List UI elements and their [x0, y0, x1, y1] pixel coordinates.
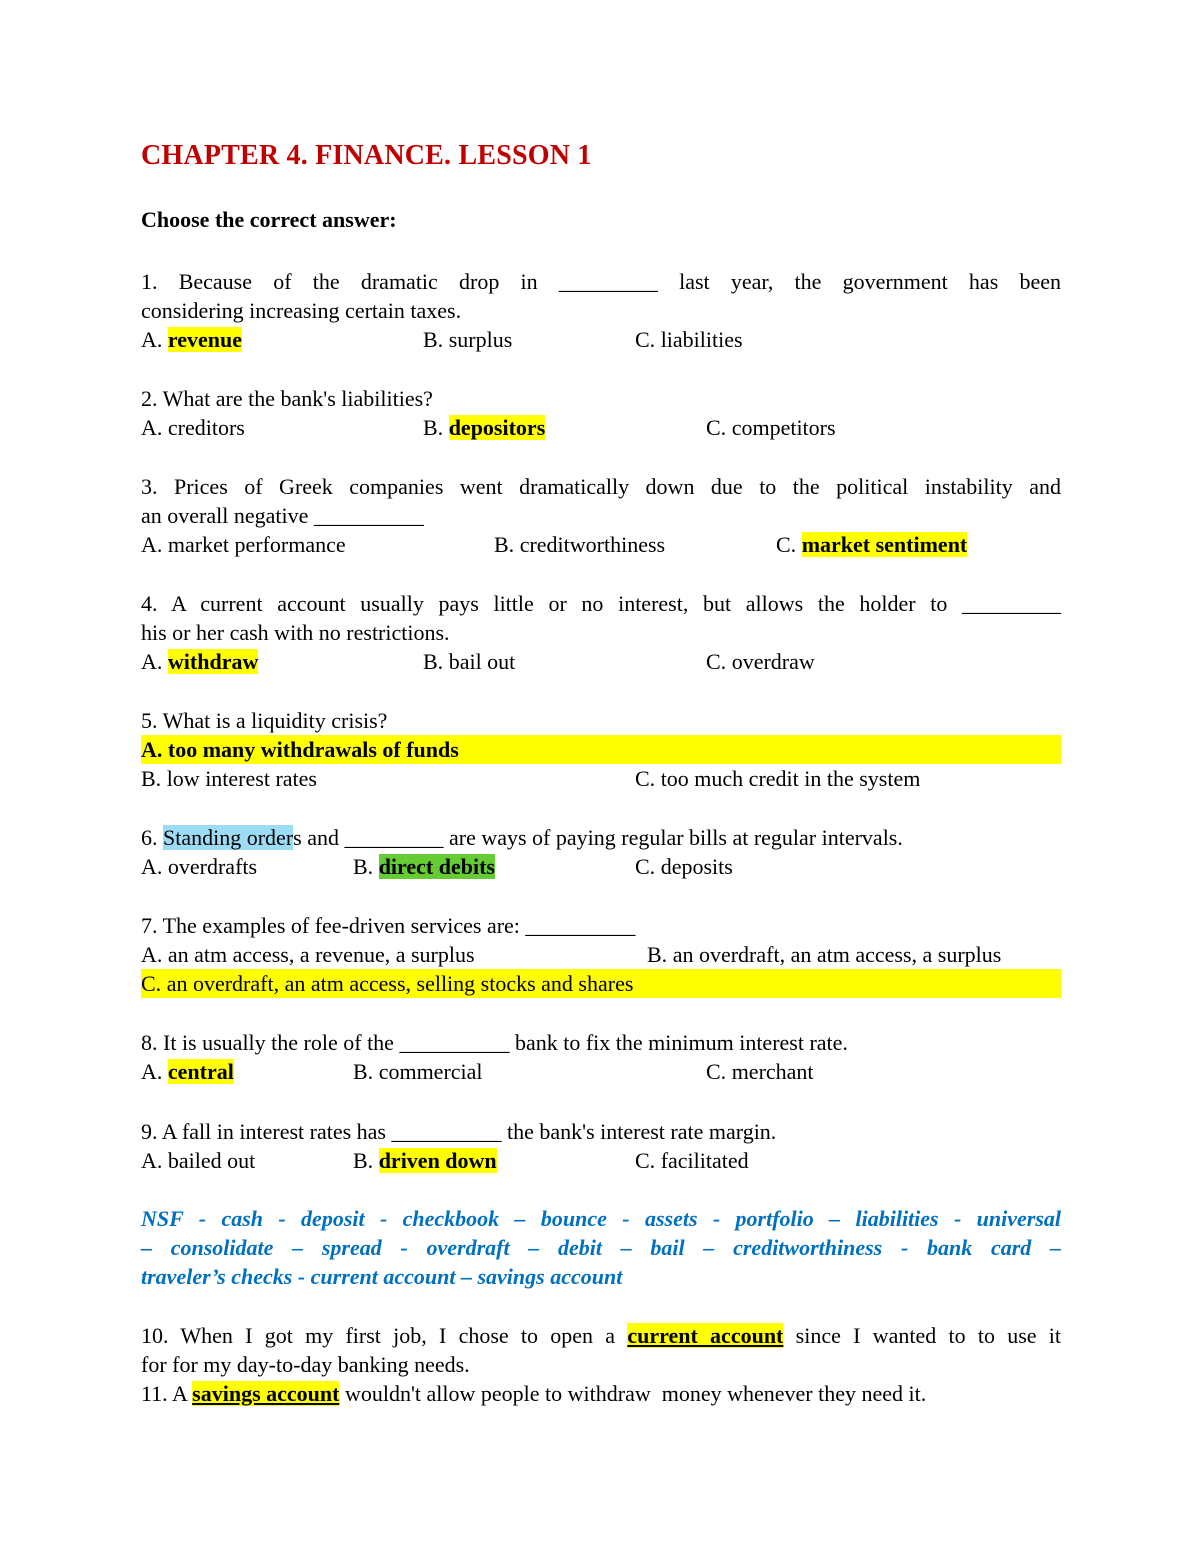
correct-answer: revenue [167, 327, 243, 352]
question-6-stem: 6. Standing orders and _________ are ways of paying regular bills at regular intervals. [141, 825, 903, 850]
option-a: A. bailed out [141, 1148, 256, 1173]
question-11: 11. A savings account wouldn't allow people to withdraw money whenever they need it. [141, 1381, 927, 1406]
question-1-stem: 1. Because of the dramatic drop in _________ last year, the government has been [141, 269, 1061, 294]
option-c: C. deposits [635, 854, 733, 879]
question-9-stem: 9. A fall in interest rates has __________ the bank's interest rate margin. [141, 1119, 777, 1144]
question-5-option-a-correct: A. too many withdrawals of funds [141, 735, 1061, 764]
page-title: CHAPTER 4. FINANCE. LESSON 1 [141, 140, 592, 171]
question-3-options [141, 530, 1061, 559]
instruction: Choose the correct answer: [141, 207, 397, 232]
correct-answer: withdraw [167, 649, 259, 674]
question-2-stem: 2. What are the bank's liabilities? [141, 386, 433, 411]
word-bank-line: – consolidate – spread - overdraft – debit – bail – creditworthiness - bank card – [141, 1235, 1061, 1260]
correct-answer: market sentiment [801, 532, 968, 557]
question-10: 10. When I got my first job, I chose to open a current account since I wanted to to use it [141, 1323, 1061, 1348]
option-a: A. central [141, 1059, 234, 1084]
option-b: B. driven down [353, 1148, 497, 1173]
filled-answer: current account [627, 1323, 784, 1348]
correct-answer: driven down [378, 1148, 497, 1173]
option-c: C. overdraw [706, 649, 815, 674]
question-7-stem: 7. The examples of fee-driven services are: __________ [141, 913, 636, 938]
option-c: C. liabilities [635, 327, 743, 352]
option-b: B. bail out [423, 649, 516, 674]
option-c: C. facilitated [635, 1148, 749, 1173]
correct-answer: direct debits [378, 854, 495, 879]
question-8-stem: 8. It is usually the role of the __________ bank to fix the minimum interest rate. [141, 1030, 848, 1055]
question-1-stem-cont: considering increasing certain taxes. [141, 298, 462, 323]
filled-answer: savings account [192, 1381, 340, 1406]
option-c: C. market sentiment [776, 532, 968, 557]
question-2-options [141, 413, 1061, 442]
highlighted-term: Standing order [163, 825, 294, 850]
option-b: B. commercial [353, 1059, 483, 1084]
word-bank-line: traveler’s checks - current account – savings account [141, 1264, 623, 1289]
question-5-options [141, 764, 1061, 793]
option-b: B. direct debits [353, 854, 495, 879]
question-7-options [141, 940, 1061, 969]
option-b: B. creditworthiness [494, 532, 666, 557]
option-a: A. an atm access, a revenue, a surplus [141, 942, 475, 967]
correct-answer: central [167, 1059, 234, 1084]
question-7-option-c-correct: C. an overdraft, an atm access, selling stocks and shares [141, 969, 1061, 998]
question-4-stem: 4. A current account usually pays little or no interest, but allows the holder to _________ [141, 591, 1061, 616]
question-5-stem: 5. What is a liquidity crisis? [141, 708, 388, 733]
word-bank-line: NSF - cash - deposit - checkbook – bounce - assets - portfolio – liabilities - universal [141, 1206, 1061, 1231]
option-a: A. creditors [141, 415, 245, 440]
option-a: A. market performance [141, 532, 346, 557]
question-9-options [141, 1146, 1061, 1175]
question-3-stem: 3. Prices of Greek companies went dramatically down due to the political instability and [141, 474, 1061, 499]
question-4-stem-cont: his or her cash with no restrictions. [141, 620, 450, 645]
question-8-options [141, 1057, 1061, 1086]
question-1-options [141, 325, 1061, 354]
option-c: C. merchant [706, 1059, 814, 1084]
question-10-cont: for for my day-to-day banking needs. [141, 1352, 470, 1377]
option-c: C. competitors [706, 415, 836, 440]
question-3-stem-cont: an overall negative __________ [141, 503, 424, 528]
option-a: A. overdrafts [141, 854, 258, 879]
option-a: A. revenue [141, 327, 243, 352]
word-bank [141, 1204, 1061, 1291]
option-c: C. too much credit in the system [635, 766, 921, 791]
option-a: A. withdraw [141, 649, 259, 674]
option-b: B. low interest rates [141, 766, 317, 791]
option-b: B. surplus [423, 327, 513, 352]
question-6-options [141, 852, 1061, 881]
option-b: B. depositors [423, 415, 546, 440]
question-4-options [141, 647, 1061, 676]
correct-answer: depositors [448, 415, 546, 440]
option-b: B. an overdraft, an atm access, a surplus [647, 942, 1002, 967]
